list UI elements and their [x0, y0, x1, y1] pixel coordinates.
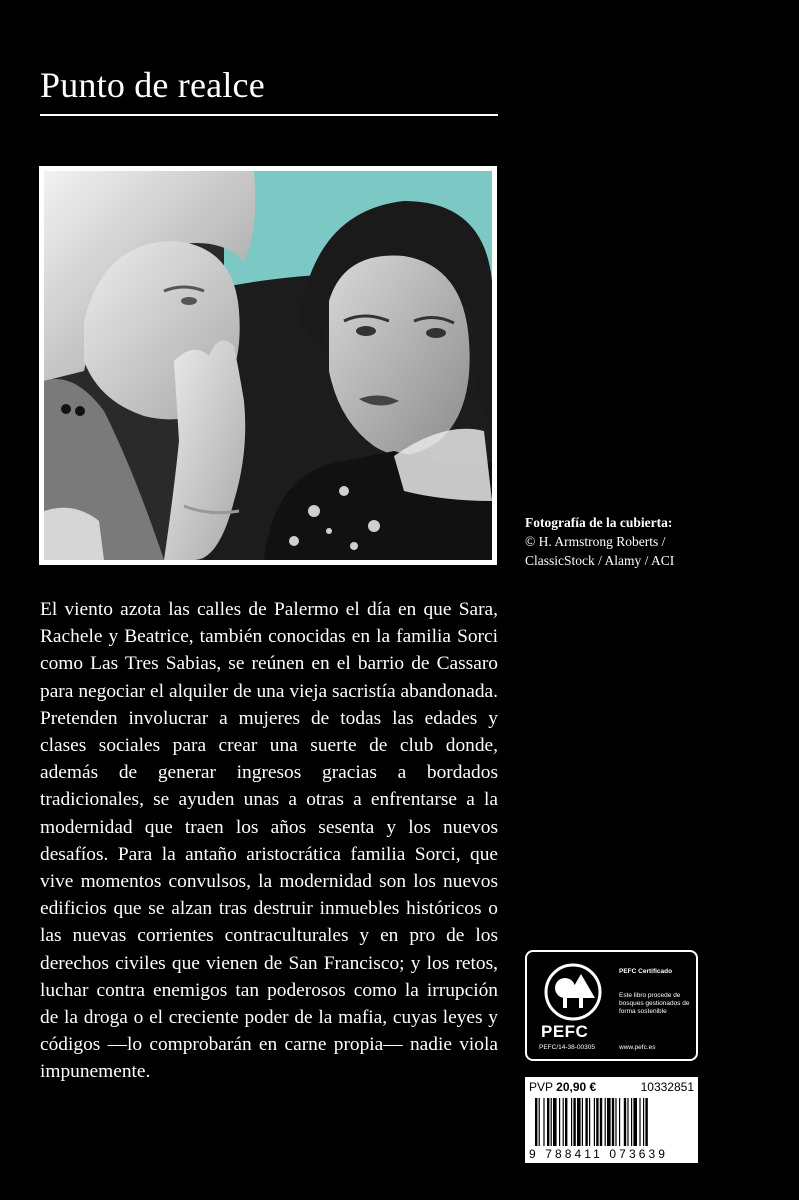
pefc-code: PEFC/14-38-00305	[539, 1044, 596, 1051]
barcode-bar	[563, 1098, 564, 1146]
barcode-bar	[589, 1098, 590, 1146]
barcode-bar	[615, 1098, 616, 1146]
barcode-bar	[594, 1098, 595, 1146]
barcode-bar	[600, 1098, 602, 1146]
product-reference: 10332851	[640, 1080, 694, 1094]
barcode-bar	[631, 1098, 632, 1146]
barcode-bar	[619, 1098, 620, 1146]
barcode-bar	[596, 1098, 598, 1146]
page-title: Punto de realce	[40, 65, 265, 105]
title-rule	[40, 114, 498, 116]
price-value: 20,90 €	[556, 1080, 597, 1094]
barcode-bar	[571, 1098, 572, 1146]
credit-line: ClassicStock / Alamy / ACI	[525, 553, 675, 568]
barcode-bar	[577, 1098, 581, 1146]
barcode-bar	[585, 1098, 587, 1146]
barcode-bar	[547, 1098, 549, 1146]
pefc-description: Este libro procede de bosques gestionados de forma sostenible	[619, 992, 690, 1015]
barcode-bar	[565, 1098, 567, 1146]
pefc-certification-box	[525, 950, 698, 1061]
barcode-bar	[639, 1098, 640, 1146]
price-prefix: PVP	[529, 1080, 553, 1094]
barcode-bar	[612, 1098, 614, 1146]
barcode-bar	[551, 1098, 552, 1146]
barcode-bar	[582, 1098, 583, 1146]
barcode-box	[525, 1077, 698, 1163]
pefc-logo-text: PEFC	[541, 1022, 589, 1041]
isbn-digits: 9 788411 073639	[529, 1147, 669, 1161]
barcode-bar	[607, 1098, 611, 1146]
pefc-tree-icon	[539, 962, 607, 1026]
photo-credit	[525, 513, 785, 570]
barcode-bar	[633, 1098, 637, 1146]
barcode-bar	[553, 1098, 557, 1146]
credit-heading: Fotografía de la cubierta:	[525, 515, 673, 530]
barcode-bar	[535, 1098, 537, 1146]
barcode	[529, 1098, 694, 1148]
photo-illustration	[44, 171, 492, 560]
credit-line: © H. Armstrong Roberts /	[525, 534, 666, 549]
pefc-certified: PEFC Certificado	[619, 968, 673, 975]
barcode-bar	[627, 1098, 628, 1146]
pefc-url: www.pefc.es	[619, 1044, 656, 1051]
barcode-bar	[643, 1098, 644, 1146]
barcode-bar	[539, 1098, 540, 1146]
synopsis-text: El viento azota las calles de Palermo el día en que Sara, Rachele y Beatrice, también conocidas en la familia Sorci como Las Tres Sabias, se reúnen en el barrio de Cassaro para negociar el alquiler de una vieja sacristía abandonada. Pretenden involucrar a mujeres de todas las edades y clases sociales para crear una suerte de club donde, además de generar ingresos gracias a bordados tradicionales, se ayuden unas a otras a enfrentarse a la modernidad que traen los años sesenta y los nuevos desafíos. Para la antaño aristocrática familia Sorci, que vive momentos convulsos, la modernidad son los nuevos edificios que se alzan tras destruir inmuebles históricos o las nuevas corrientes contraculturales y en pro de los derechos civiles que vienen de San Francisco; y los retos, luchar contra enemigos tan poderosos como la irrupción de la droga o el creciente poder de la mafia, cuyas leyes y códigos —lo comprobarán en carne propia— nadie viola impunemente.	[40, 599, 498, 1083]
price-label	[529, 1080, 596, 1094]
barcode-bar	[605, 1098, 606, 1146]
barcode-bar	[624, 1098, 626, 1146]
barcode-bar	[543, 1098, 544, 1146]
cover-photo	[39, 166, 497, 565]
barcode-bar	[559, 1098, 560, 1146]
barcode-bar	[573, 1098, 575, 1146]
barcode-bar	[645, 1098, 647, 1146]
